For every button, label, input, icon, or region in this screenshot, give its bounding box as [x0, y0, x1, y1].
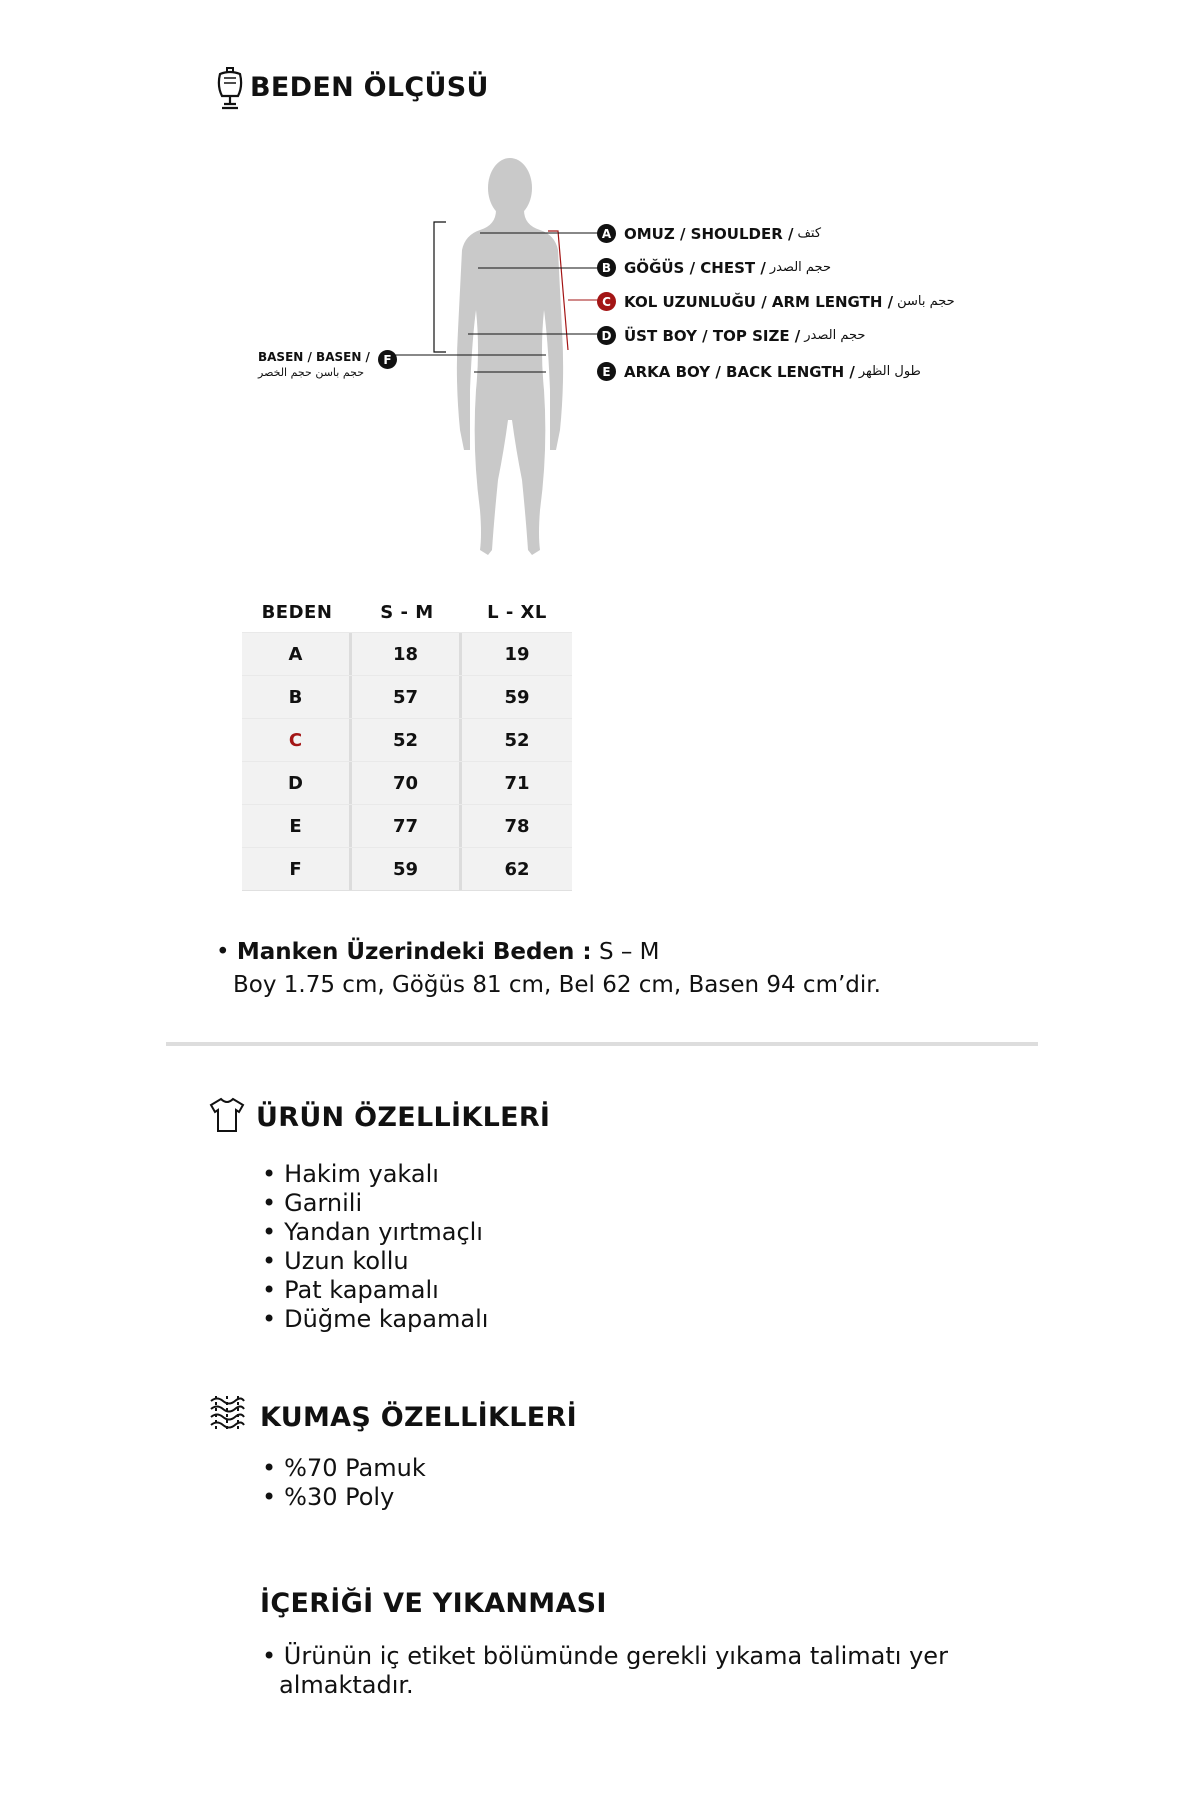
product-features-title: ÜRÜN ÖZELLİKLERİ — [256, 1102, 551, 1133]
model-measurements: Boy 1.75 cm, Göğüs 81 cm, Bel 62 cm, Basen 94 cm’dir. — [233, 972, 881, 998]
list-item: • Hakim yakalı — [262, 1160, 488, 1189]
header-s-m: S - M — [380, 601, 434, 623]
size-table — [242, 592, 572, 891]
model-size-label: Manken Üzerindeki Beden : — [236, 939, 592, 965]
care-text: • Ürünün iç etiket bölümünde gerekli yıkama talimatı yer almaktadır. — [262, 1642, 948, 1699]
list-item: • Garnili — [262, 1189, 488, 1218]
fabric-features-title: KUMAŞ ÖZELLİKLERİ — [260, 1402, 577, 1433]
model-size-value: S – M — [598, 939, 660, 965]
list-item: • Pat kapamalı — [262, 1276, 488, 1305]
care-title: İÇERİĞİ VE YIKANMASI — [260, 1588, 607, 1619]
fabric-features-list — [262, 1454, 426, 1512]
care-line-1: Ürünün iç etiket bölümünde gerekli yıkama talimatı yer — [283, 1642, 948, 1670]
badge-d: D — [597, 326, 616, 345]
size-guide-title: BEDEN ÖLÇÜSÜ — [250, 72, 489, 103]
badge-f: F — [378, 350, 397, 369]
mannequin-icon — [216, 66, 244, 112]
table-row: D 70 71 — [242, 761, 572, 804]
label-hip: BASEN / BASEN / حجم باسن حجم الخصر — [258, 350, 370, 379]
model-size-note: • Manken Üzerindeki Beden : S – M Boy 1.75 cm, Göğüs 81 cm, Bel 62 cm, Basen 94 cm’dir. — [216, 936, 881, 1002]
list-item: • Düğme kapamalı — [262, 1305, 488, 1334]
table-row: B 57 59 — [242, 675, 572, 718]
label-connectors — [540, 225, 600, 370]
hip-connector — [388, 350, 538, 362]
badge-b: B — [597, 258, 616, 277]
header-l-xl: L - XL — [487, 601, 547, 623]
label-back-length: E ARKA BOY / BACK LENGTH / طول الظهر — [597, 362, 921, 381]
list-item: • Uzun kollu — [262, 1247, 488, 1276]
list-item: • %70 Pamuk — [262, 1454, 426, 1483]
product-features-list — [262, 1160, 488, 1334]
label-shoulder: A OMUZ / SHOULDER / كتف — [597, 224, 821, 243]
header-size: BEDEN — [261, 601, 333, 623]
tshirt-icon — [208, 1096, 246, 1134]
badge-a: A — [597, 224, 616, 243]
label-chest: B GÖĞÜS / CHEST / حجم الصدر — [597, 258, 831, 277]
list-item: • %30 Poly — [262, 1483, 426, 1512]
table-row: E 77 78 — [242, 804, 572, 847]
table-row: A 18 19 — [242, 632, 572, 675]
fabric-icon — [208, 1394, 246, 1432]
badge-c: C — [597, 292, 616, 311]
section-divider — [166, 1042, 1038, 1046]
list-item: • Yandan yırtmaçlı — [262, 1218, 488, 1247]
label-arm-length: C KOL UZUNLUĞU / ARM LENGTH / حجم باسن — [597, 292, 955, 311]
label-top-size: D ÜST BOY / TOP SIZE / حجم الصدر — [597, 326, 865, 345]
care-line-2: almaktadır. — [279, 1671, 414, 1699]
table-row: F 59 62 — [242, 847, 572, 891]
table-row: C 52 52 — [242, 718, 572, 761]
top-length-bracket — [430, 220, 450, 360]
badge-e: E — [597, 362, 616, 381]
table-header — [242, 592, 572, 632]
